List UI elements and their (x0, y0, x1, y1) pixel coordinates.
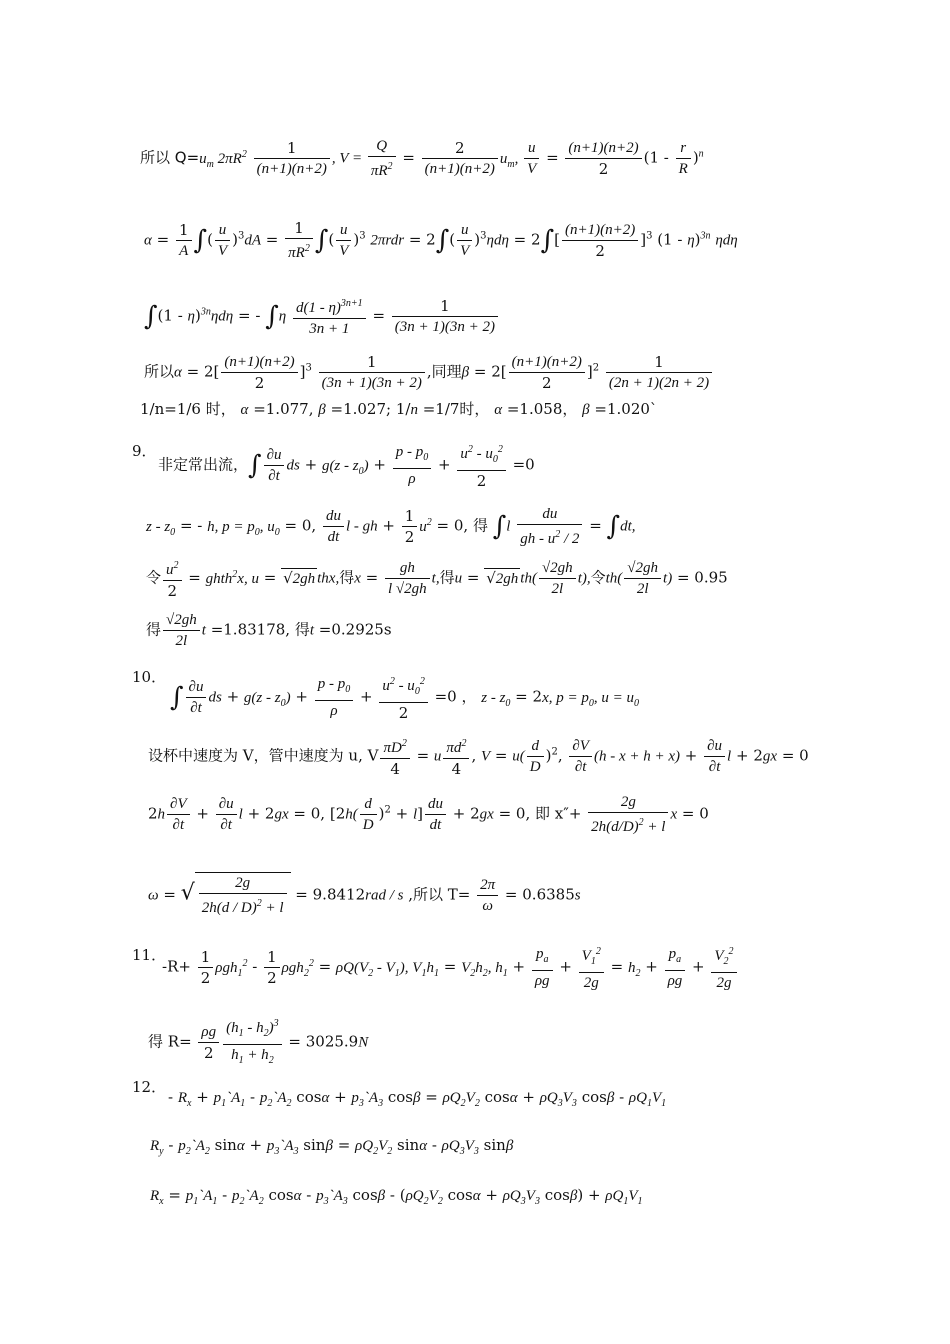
equation-line-18: $R_x$ = $p_1`A_1$ - $p_2`A_2$ cosα - $p_3`A_3$ cosβ - ($\rho Q_2V_2$ $\cos\alpha + \rho Q_3V_3$ $\cos\beta) + \rho Q_1V_1$ (150, 1186, 643, 1207)
equation-line-16: - $R_x$ + $p_1`A_1$ - $p_2`A_2$ $\cos\alpha + p_3`A_3$ $\cos\beta = \rho Q_2V_2$ $\cos\alpha + \rho Q_3V_3$ cosβ - $\rho Q_1V_1$ (168, 1088, 667, 1109)
equation-line-10: ∫ $\frac{\partial u}{\partial t}$ ds + $g(z - z_0)$ + $\frac{p - p_0}{\rho}$ + $\frac{u^2 - u_0^2}{2}$ =0 ， $z - z_0 = 2x$, $p = p_0$, $u = u_0$ (170, 672, 639, 723)
equation-line-7: z - $z_0$ = - h, $p = p_0$, $u_0 = 0$, $\frac{du}{dt}$ l - gh + $\frac{1}{2}$ $u^2 = 0$, 得 ∫l $\frac{du}{gh - u^2 / 2}$ = ∫dt, (146, 506, 636, 547)
equation-line-11: 设杯中速度为 V，管中速度为 u, V $\frac{\pi D^2}{4}$ = u $\frac{\pi d^2}{4}$ , V = u( $\frac{d}{D}$ )$^2$, $\frac{\partial V}{\partial t}$ (h - x + h + x) + $\frac{\partial u}{\partial t}$ l + 2gx = 0 (148, 734, 809, 779)
equation-line-2: α = $\frac{1}{A}$ ∫( $\frac{u}{V}$ )$^3$dA = $\frac{1}{\pi R^2}$ ∫( $\frac{u}{V}$ )$^3$ 2πrdr = 2∫( $\frac{u}{V}$ )$^3$ηdη = 2∫[ $\frac{(n+1)(n+2)}{2}$ ]$^3$ (1 - η)$^{3n}$ ηdη (144, 219, 738, 261)
equation-line-9: 得 $\frac{√2gh}{2l}$ t =1.83178, 得t =0.2925s (146, 612, 392, 649)
equation-line-13: ω = √ $\frac{2g}{2h(d / D)^2 + l}$ = 9.8412rad / s ,所以 T= $\frac{2\pi}{\omega}$ = 0.6385s (148, 872, 581, 918)
equation-line-4: 所以α = 2[ $\frac{(n+1)(n+2)}{2}$ ]$^3$ $\frac{1}{(3n + 1)(3n + 2)}$ ,同理β = 2[ $\frac{(n+1)(n+2)}{2}$ ]$^2$ $\frac{1}{(2n + 1)(2n + 2)}$ (144, 352, 714, 393)
equation-line-5: 1/n=1/6 时， α =1.077, β =1.027; 1/n =1/7时， α =1.058， β =1.020` (140, 400, 658, 418)
equation-line-3: ∫(1 - η)$^{3n}$ηdη = - ∫η $\frac{d(1 - \eta)^{3n+1}}{3n + 1}$ = $\frac{1}{(3n + 1)(3n + 2)}$ (144, 294, 500, 339)
equation-line-17: $R_y$ - $p_2`A_2$ $\sin\alpha + p_3`A_3$ $\sin\beta = \rho Q_2V_2$ sinα - $\rho Q_3V_3$ sinβ (150, 1136, 514, 1157)
equation-line-6: 非定常出流，∫ $\frac{\partial u}{\partial t}$ ds + $g(z - z_0)$ + $\frac{p - p_0}{\rho}$ + $\frac{u^2 - u_0^2}{2}$ =0 (158, 440, 535, 491)
equation-line-14: -R+ $\frac{1}{2}$ ρgh$_1^2$ - $\frac{1}{2}$ $\rho gh_2^2 = \rho Q(V_2 - V_1)$, $V_1h_1 = V_2h_2$, $h_1$ + $\frac{p_a}{\rho g}$ + $\frac{V_1^2}{2g}$ = $h_2$ + $\frac{p_a}{\rho g}$ + $\frac{V_2^2}{2g}$ (162, 942, 739, 993)
equation-line-1: 所以 $Q=u_m$ $2\pi R^2$ $\frac{1}{(n+1)(n+2)}$ , V = $\frac{Q}{\pi R^2}$ = $\frac{2}{(n+1)(n+2)}$ $u_m$, $\frac{u}{V}$ = $\frac{(n+1)(n+2)}{2}$ (1 - $\frac{r}{R}$ )$^n$ (140, 138, 704, 179)
equation-line-8: 令 $\frac{u^2}{2}$ = ghth$^2$x, u = √2gh thx,得x = $\frac{gh}{l √2gh}$ t,得u = √2gh th( $\frac{√2gh}{2l}$ t),令th( $\frac{√2gh}{2l}$ t) = 0.95 (146, 556, 728, 601)
problem-number-10: 10． (132, 668, 167, 686)
problem-number-12: 12． (132, 1078, 167, 1096)
equation-line-12: 2h $\frac{\partial V}{\partial t}$ + $\frac{\partial u}{\partial t}$ l + 2gx = 0, [2h( $\frac{d}{D}$ )$^2$ + l] $\frac{du}{dt}$ + 2gx = 0, 即 x″+ $\frac{2g}{2h(d/D)^2 + l}$ x = 0 (148, 794, 709, 835)
problem-number-9: 9． (132, 442, 157, 460)
equation-line-15: 得 R= $\frac{\rho g}{2}$ $\frac{(h_1 - h_2)^3}{h_1 + h_2}$ = 3025.9N (148, 1014, 368, 1071)
problem-number-11: 11． (132, 946, 167, 964)
